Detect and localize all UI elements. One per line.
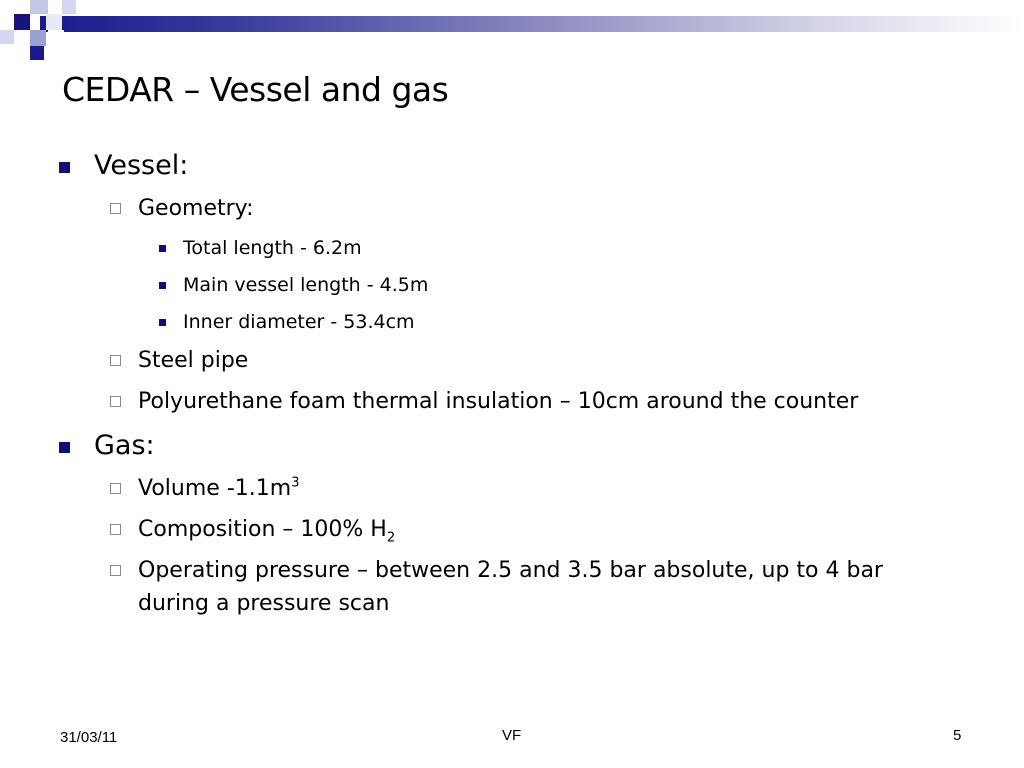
- header-gradient-bar: [40, 16, 1024, 32]
- footer-author: VF: [502, 727, 522, 744]
- header-square-decoration: [46, 14, 62, 30]
- bullet-level2-geometry: [56, 192, 966, 225]
- header-square-decoration: [30, 30, 46, 46]
- item-text: Steel pipe: [138, 348, 249, 373]
- item-text: Composition – 100% H: [138, 517, 387, 542]
- superscript: 3: [291, 475, 300, 491]
- slide-title: CEDAR – Vessel and gas: [62, 70, 449, 109]
- header-square-decoration: [14, 14, 30, 30]
- bullet-level2-operating-pressure: [56, 554, 966, 620]
- bullet-level2-volume: [56, 472, 966, 505]
- item-text-line1: Operating pressure – between 2.5 and 3.5 bar absolute, up to 4 bar: [138, 558, 883, 583]
- small-square-bullet-icon: [159, 319, 166, 326]
- hollow-square-bullet-icon: [110, 355, 121, 366]
- bullet-level2-insulation: [56, 385, 966, 418]
- subitem-text: Inner diameter - 53.4cm: [183, 311, 415, 333]
- bullet-level3-total-length: [56, 233, 966, 263]
- bullet-level2-composition: [56, 513, 966, 546]
- bullet-level2-steel-pipe: [56, 344, 966, 377]
- bullet-level1-vessel: [56, 146, 966, 186]
- section-heading: Vessel:: [94, 150, 189, 181]
- subscript: 2: [386, 530, 396, 546]
- bullet-level1-gas: [56, 426, 966, 466]
- header-square-decoration: [30, 0, 48, 14]
- subitem-text: Main vessel length - 4.5m: [183, 274, 429, 296]
- small-square-bullet-icon: [159, 282, 166, 289]
- item-text-line2: during a pressure scan: [138, 591, 390, 616]
- section-heading: Gas:: [94, 430, 155, 461]
- square-bullet-icon: [59, 442, 70, 453]
- subitem-text: Total length - 6.2m: [183, 237, 362, 259]
- bullet-level3-main-vessel-length: [56, 270, 966, 300]
- square-bullet-icon: [59, 162, 70, 173]
- bullet-level3-inner-diameter: [56, 307, 966, 337]
- small-square-bullet-icon: [159, 245, 166, 252]
- hollow-square-bullet-icon: [110, 483, 121, 494]
- item-text: Polyurethane foam thermal insulation – 10cm around the counter: [138, 389, 859, 414]
- header-square-decoration: [0, 30, 14, 44]
- footer-page-number: 5: [953, 727, 962, 744]
- hollow-square-bullet-icon: [110, 396, 121, 407]
- footer-date: 31/03/11: [60, 729, 118, 746]
- header-square-decoration: [62, 0, 76, 14]
- header-square-decoration: [48, 30, 64, 46]
- slide-body: [56, 146, 966, 628]
- header-square-decoration: [30, 46, 44, 60]
- hollow-square-bullet-icon: [110, 565, 121, 576]
- hollow-square-bullet-icon: [110, 524, 121, 535]
- item-text: Volume -1.1m: [138, 476, 292, 501]
- item-text: Geometry:: [138, 196, 254, 221]
- hollow-square-bullet-icon: [110, 203, 121, 214]
